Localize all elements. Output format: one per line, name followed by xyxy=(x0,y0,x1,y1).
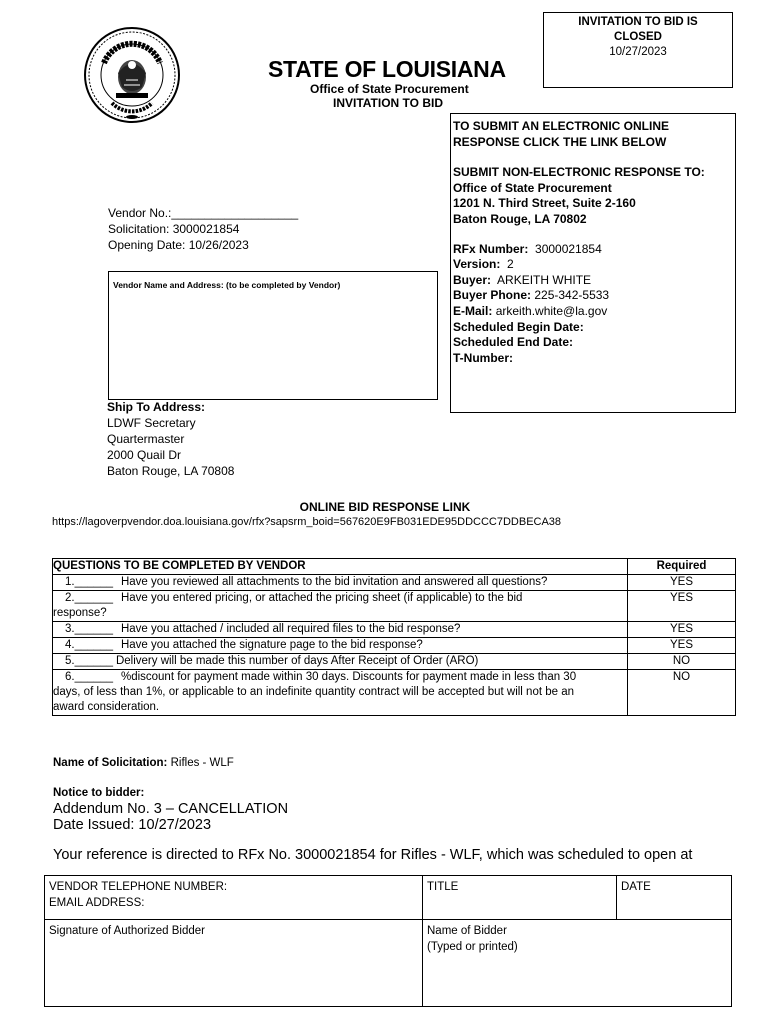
notice-label: Notice to bidder: xyxy=(53,787,145,799)
question-number[interactable]: 5.______ xyxy=(65,655,113,667)
date-label: DATE xyxy=(621,881,651,893)
submit-online-line1: TO SUBMIT AN ELECTRONIC ONLINE xyxy=(453,119,669,133)
office-street: 1201 N. Third Street, Suite 2-160 xyxy=(453,196,636,211)
reference-text: Your reference is directed to RFx No. 3000021854 for Rifles - WLF, which was scheduled to open at xyxy=(53,847,693,863)
ship-to-line2: Quartermaster xyxy=(107,432,185,446)
table-row xyxy=(53,670,736,716)
rfx-label: RFx Number: xyxy=(453,241,529,256)
signature-label: Signature of Authorized Bidder xyxy=(49,925,205,937)
rfx-number-row xyxy=(453,242,735,258)
addendum-title: Addendum No. 3 – CANCELLATION xyxy=(53,801,289,817)
version-row xyxy=(453,257,735,273)
solicitation-number: Solicitation: 3000021854 xyxy=(108,222,240,236)
t-number-label: T-Number: xyxy=(453,350,513,365)
question-number[interactable]: 3.______ xyxy=(65,623,113,635)
title-cell[interactable] xyxy=(423,876,617,920)
ship-to-heading: Ship To Address: xyxy=(107,400,206,414)
solicitation-name xyxy=(53,757,234,769)
questions-header: QUESTIONS TO BE COMPLETED BY VENDOR xyxy=(53,559,628,575)
opening-date: Opening Date: 10/26/2023 xyxy=(108,238,249,252)
required-value: NO xyxy=(628,670,736,716)
date-cell[interactable] xyxy=(617,876,732,920)
buyer-row xyxy=(453,273,735,289)
question-number[interactable]: 1.______ xyxy=(65,576,113,588)
question-number[interactable]: 4.______ xyxy=(65,639,113,651)
question-text-cont: days, of less than 1%, or applicable to an indefinite quantity contract will be accepted but will not be an xyxy=(53,686,575,698)
table-row xyxy=(53,654,736,670)
state-seal xyxy=(82,25,182,125)
buyer-label: Buyer: xyxy=(453,272,492,287)
version-label: Version: xyxy=(453,257,501,272)
rfx-value: 3000021854 xyxy=(535,241,602,256)
ship-to-address xyxy=(107,399,234,479)
table-row xyxy=(53,591,736,622)
required-value: YES xyxy=(628,638,736,654)
question-text: Have you attached the signature page to the bid response? xyxy=(120,639,423,651)
required-value: YES xyxy=(628,575,736,591)
non-electronic-heading: SUBMIT NON-ELECTRONIC RESPONSE TO: xyxy=(453,165,705,180)
vendor-info xyxy=(108,205,298,253)
bidder-name-sublabel: (Typed or printed) xyxy=(427,941,518,953)
question-number[interactable]: 6.______ xyxy=(65,671,113,683)
vendor-number: Vendor No.:___________________ xyxy=(108,206,299,220)
email-row xyxy=(453,304,735,320)
office-city: Baton Rouge, LA 70802 xyxy=(453,211,587,226)
question-text: Delivery will be made this number of days After Receipt of Order (ARO) xyxy=(115,655,479,667)
page-title: STATE OF LOUISIANA xyxy=(268,56,506,82)
table-row xyxy=(53,575,736,591)
bidder-name-label: Name of Bidder xyxy=(427,925,507,937)
title-label: TITLE xyxy=(427,881,459,893)
end-date-label: Scheduled End Date: xyxy=(453,335,574,350)
vendor-questions-table xyxy=(52,558,736,716)
required-value: YES xyxy=(628,591,736,622)
email-value: arkeith.white@la.gov xyxy=(495,303,608,318)
office-subtitle: Office of State Procurement xyxy=(310,82,469,96)
bidder-name-cell[interactable] xyxy=(423,920,732,1007)
closed-date: 10/27/2023 xyxy=(609,46,667,58)
buyer-phone-row xyxy=(453,288,735,304)
question-text: Have you entered pricing, or attached the pricing sheet (if applicable) to the bid xyxy=(120,592,523,604)
version-value: 2 xyxy=(507,257,514,272)
submission-info-box xyxy=(450,113,736,413)
vendor-address-label: Vendor Name and Address: (to be completed by Vendor) xyxy=(113,280,341,290)
required-header: Required xyxy=(628,559,736,575)
email-address-label: EMAIL ADDRESS: xyxy=(49,897,145,909)
addendum-block xyxy=(53,801,288,833)
question-text: %discount for payment made within 30 days. Discounts for payment made in less than 30 xyxy=(120,671,577,683)
submit-online-line2: RESPONSE CLICK THE LINK BELOW xyxy=(453,134,667,149)
ship-to-line3: 2000 Quail Dr xyxy=(107,448,182,462)
question-text: Have you attached / included all required files to the bid response? xyxy=(120,623,461,635)
begin-date-label: Scheduled Begin Date: xyxy=(453,319,584,334)
question-text-cont2: award consideration. xyxy=(53,701,160,713)
table-row xyxy=(53,622,736,638)
buyer-phone-value: 225-342-5533 xyxy=(534,288,610,303)
bid-closed-notice xyxy=(543,12,733,88)
question-text-cont: response? xyxy=(53,607,107,619)
solicitation-name-label: Name of Solicitation: xyxy=(53,757,168,769)
ship-to-line4: Baton Rouge, LA 70808 xyxy=(107,464,235,478)
vendor-contact-cell[interactable] xyxy=(45,876,423,920)
closed-line1: INVITATION TO BID IS xyxy=(578,16,698,28)
buyer-value: ARKEITH WHITE xyxy=(497,272,592,287)
signature-table xyxy=(44,875,732,1007)
table-header-row xyxy=(53,559,736,575)
ship-to-line1: LDWF Secretary xyxy=(107,416,196,430)
required-value: YES xyxy=(628,622,736,638)
buyer-phone-label: Buyer Phone: xyxy=(453,288,532,303)
office-name: Office of State Procurement xyxy=(453,180,612,195)
required-value: NO xyxy=(628,654,736,670)
solicitation-name-value: Rifles - WLF xyxy=(170,757,234,769)
invitation-subtitle: INVITATION TO BID xyxy=(333,96,443,110)
question-text: Have you reviewed all attachments to the bid invitation and answered all questions? xyxy=(120,576,548,588)
vendor-phone-label: VENDOR TELEPHONE NUMBER: xyxy=(49,881,228,893)
vendor-address-box[interactable] xyxy=(108,271,438,400)
question-number[interactable]: 2.______ xyxy=(65,592,113,604)
online-bid-link[interactable]: https://lagoverpvendor.doa.louisiana.gov/rfx?sapsrm_boid=567620E9FB031EDE95DDCCC7DDBECA38 xyxy=(52,516,562,528)
date-issued: Date Issued: 10/27/2023 xyxy=(53,817,212,833)
email-label: E-Mail: xyxy=(453,303,493,318)
table-row xyxy=(53,638,736,654)
closed-line2: CLOSED xyxy=(614,31,662,43)
online-link-title: ONLINE BID RESPONSE LINK xyxy=(299,500,471,514)
signature-cell[interactable] xyxy=(45,920,423,1007)
